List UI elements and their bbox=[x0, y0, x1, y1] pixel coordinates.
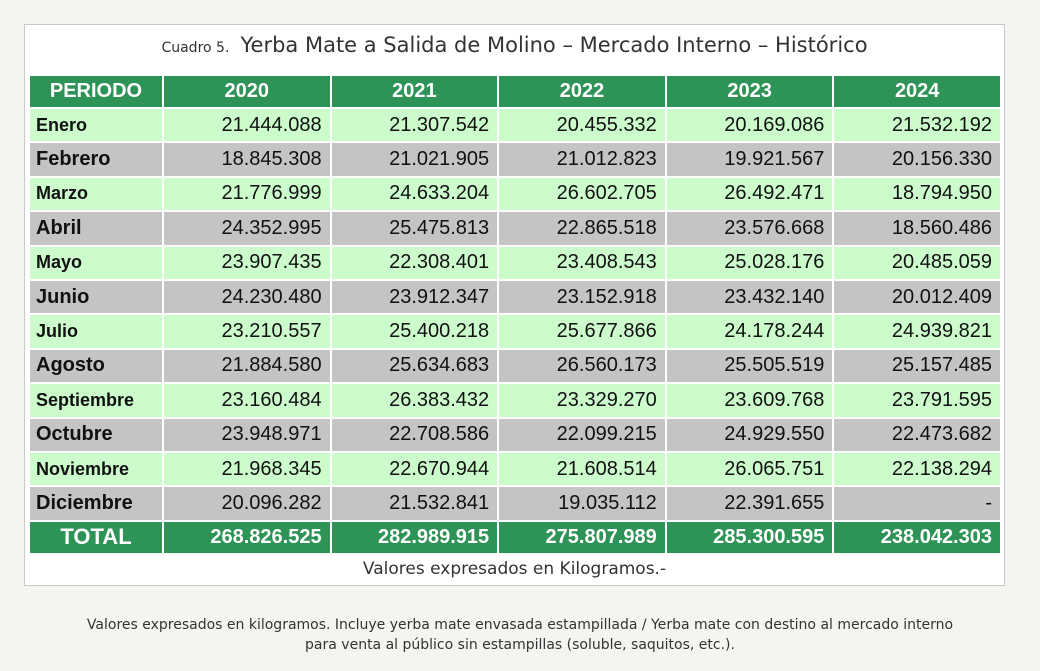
table-cell: 20.169.086 bbox=[667, 109, 833, 141]
row-label: Octubre bbox=[30, 419, 162, 451]
table-cell: 24.352.995 bbox=[164, 212, 330, 244]
table-cell: - bbox=[834, 487, 1000, 519]
table-cell: 22.391.655 bbox=[667, 487, 833, 519]
table-cell: 24.230.480 bbox=[164, 281, 330, 313]
table-cell: 23.432.140 bbox=[667, 281, 833, 313]
table-row bbox=[30, 419, 1000, 451]
column-header-periodo: PERIODO bbox=[30, 76, 162, 107]
table-row bbox=[30, 212, 1000, 244]
table-cell: 22.708.586 bbox=[332, 419, 498, 451]
column-header-2020: 2020 bbox=[164, 76, 330, 107]
table-cell: 21.532.841 bbox=[332, 487, 498, 519]
table-cell: 23.907.435 bbox=[164, 247, 330, 279]
table-cell: 26.560.173 bbox=[499, 350, 665, 382]
table-cell: 20.156.330 bbox=[834, 143, 1000, 175]
table-cell: 18.794.950 bbox=[834, 178, 1000, 210]
table-cell: 23.948.971 bbox=[164, 419, 330, 451]
row-label: Junio bbox=[30, 281, 162, 313]
table-cell: 24.939.821 bbox=[834, 315, 1000, 347]
table-row bbox=[30, 453, 1000, 485]
table-cell: 23.152.918 bbox=[499, 281, 665, 313]
table-cell: 22.473.682 bbox=[834, 419, 1000, 451]
table-cell: 20.096.282 bbox=[164, 487, 330, 519]
footnote bbox=[0, 615, 1040, 655]
table-cell: 19.921.567 bbox=[667, 143, 833, 175]
table-cell: 21.532.192 bbox=[834, 109, 1000, 141]
production-table bbox=[28, 74, 1002, 555]
footnote-line: para venta al público sin estampillas (soluble, saquitos, etc.). bbox=[305, 637, 735, 653]
table-cell: 22.308.401 bbox=[332, 247, 498, 279]
table-cell: 19.035.112 bbox=[499, 487, 665, 519]
total-value: 268.826.525 bbox=[164, 522, 330, 553]
row-label: Septiembre bbox=[30, 384, 162, 416]
table-cell: 25.634.683 bbox=[332, 350, 498, 382]
table-cell: 23.912.347 bbox=[332, 281, 498, 313]
table-cell: 21.021.905 bbox=[332, 143, 498, 175]
table-row bbox=[30, 487, 1000, 519]
table-row bbox=[30, 281, 1000, 313]
column-header-2024: 2024 bbox=[834, 76, 1000, 107]
table-cell: 25.475.813 bbox=[332, 212, 498, 244]
column-header-2021: 2021 bbox=[332, 76, 498, 107]
table-cell: 22.670.944 bbox=[332, 453, 498, 485]
table-cell: 25.400.218 bbox=[332, 315, 498, 347]
table-cell: 21.307.542 bbox=[332, 109, 498, 141]
total-value: 282.989.915 bbox=[332, 522, 498, 553]
row-label: Mayo bbox=[30, 247, 162, 279]
table-cell: 24.178.244 bbox=[667, 315, 833, 347]
table-cell: 26.065.751 bbox=[667, 453, 833, 485]
table-row bbox=[30, 384, 1000, 416]
column-header-2023: 2023 bbox=[667, 76, 833, 107]
table-cell: 23.160.484 bbox=[164, 384, 330, 416]
caption-title: Yerba Mate a Salida de Molino – Mercado Interno – Histórico bbox=[240, 33, 868, 57]
table-cell: 21.884.580 bbox=[164, 350, 330, 382]
total-value: 275.807.989 bbox=[499, 522, 665, 553]
table-cell: 25.505.519 bbox=[667, 350, 833, 382]
table-cell: 21.012.823 bbox=[499, 143, 665, 175]
table-cell: 21.444.088 bbox=[164, 109, 330, 141]
row-label: Agosto bbox=[30, 350, 162, 382]
table-cell: 20.012.409 bbox=[834, 281, 1000, 313]
caption-number: Cuadro 5. bbox=[161, 40, 230, 56]
row-label: Diciembre bbox=[30, 487, 162, 519]
total-label: TOTAL bbox=[30, 522, 162, 553]
table-cell: 23.791.595 bbox=[834, 384, 1000, 416]
table-cell: 26.492.471 bbox=[667, 178, 833, 210]
total-value: 285.300.595 bbox=[667, 522, 833, 553]
row-label: Abril bbox=[30, 212, 162, 244]
total-value: 238.042.303 bbox=[834, 522, 1000, 553]
table-row bbox=[30, 109, 1000, 141]
table-row bbox=[30, 315, 1000, 347]
table-cell: 26.383.432 bbox=[332, 384, 498, 416]
table-row bbox=[30, 247, 1000, 279]
total-row bbox=[30, 522, 1000, 553]
table-row bbox=[30, 178, 1000, 210]
table-cell: 25.028.176 bbox=[667, 247, 833, 279]
table-cell: 24.633.204 bbox=[332, 178, 498, 210]
table-cell: 18.560.486 bbox=[834, 212, 1000, 244]
table-cell: 25.677.866 bbox=[499, 315, 665, 347]
table-cell: 21.968.345 bbox=[164, 453, 330, 485]
header-row bbox=[30, 76, 1000, 107]
table-cell: 23.329.270 bbox=[499, 384, 665, 416]
table-cell: 23.609.768 bbox=[667, 384, 833, 416]
row-label: Noviembre bbox=[30, 453, 162, 485]
table-cell: 26.602.705 bbox=[499, 178, 665, 210]
table-row bbox=[30, 350, 1000, 382]
footnote-line: Valores expresados en kilogramos. Incluye yerba mate envasada estampillada / Yerba mate con destino al mercado interno bbox=[86, 617, 954, 633]
table-cell: 22.099.215 bbox=[499, 419, 665, 451]
table-cell: 20.485.059 bbox=[834, 247, 1000, 279]
table-frame bbox=[24, 24, 1005, 586]
row-label: Julio bbox=[30, 315, 162, 347]
table-cell: 23.576.668 bbox=[667, 212, 833, 244]
row-label: Enero bbox=[30, 109, 162, 141]
column-header-2022: 2022 bbox=[499, 76, 665, 107]
table-cell: 22.138.294 bbox=[834, 453, 1000, 485]
table-cell: 21.776.999 bbox=[164, 178, 330, 210]
table-cell: 23.408.543 bbox=[499, 247, 665, 279]
units-note: Valores expresados en Kilogramos.- bbox=[362, 559, 667, 579]
table-cell: 20.455.332 bbox=[499, 109, 665, 141]
table-cell: 25.157.485 bbox=[834, 350, 1000, 382]
table-cell: 18.845.308 bbox=[164, 143, 330, 175]
row-label: Febrero bbox=[30, 143, 162, 175]
row-label: Marzo bbox=[30, 178, 162, 210]
table-cell: 22.865.518 bbox=[499, 212, 665, 244]
table-row bbox=[30, 143, 1000, 175]
table-cell: 21.608.514 bbox=[499, 453, 665, 485]
table-caption bbox=[25, 33, 1004, 57]
table-cell: 24.929.550 bbox=[667, 419, 833, 451]
table-cell: 23.210.557 bbox=[164, 315, 330, 347]
